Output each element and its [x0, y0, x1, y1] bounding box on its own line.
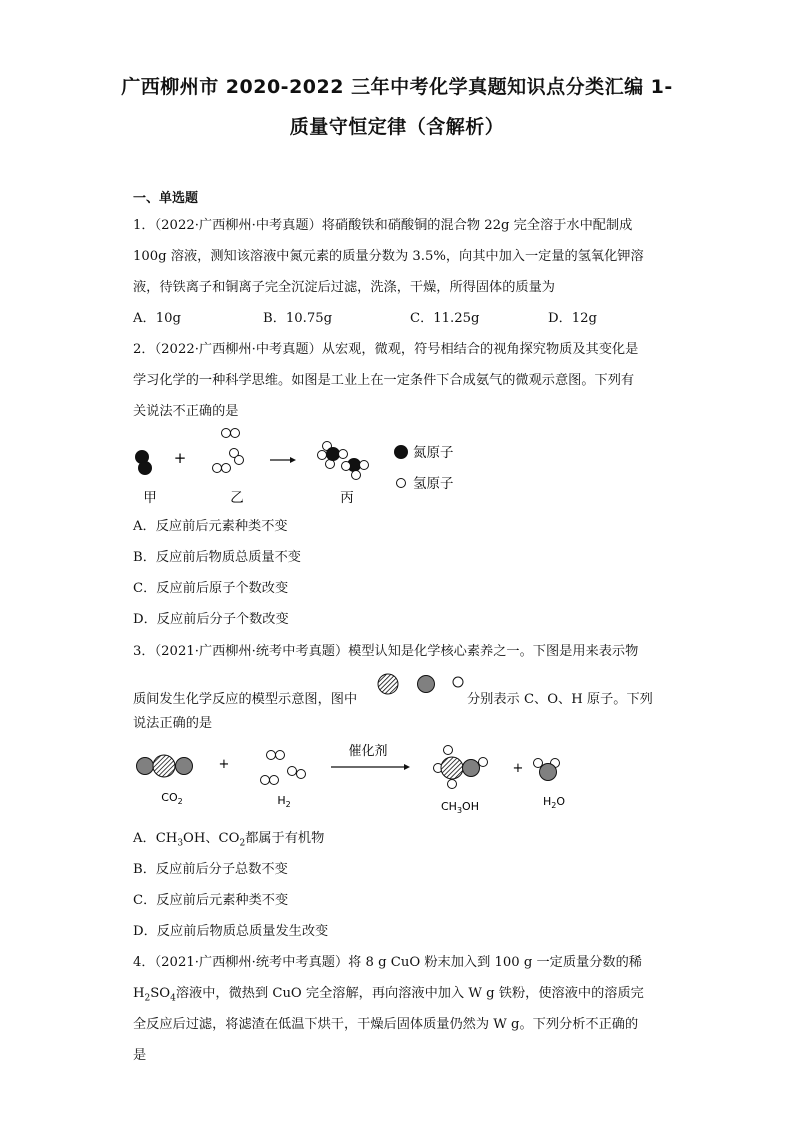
label-jia: 甲: [143, 490, 157, 506]
q4-line-2: $H_2SO_4$溶液中，微热到 CuO 完全溶解，再向溶液中加入 W g 铁粉，使溶液中的溶质完: [133, 986, 644, 1004]
hydrogen-atom: [276, 751, 285, 760]
legend-nitrogen-icon: [395, 446, 408, 459]
q1-option-b: B．10.75g: [263, 311, 333, 326]
hydrogen-atom: [235, 456, 244, 465]
hydrogen-atom: [267, 751, 276, 760]
q2-option-a: A．反应前后元素种类不变: [133, 519, 288, 534]
q2-ammonia-synthesis-diagram: [120, 420, 480, 510]
q1-line-2: 100g 溶液，测知该溶液中氮元素的质量分数为 3.5%，向其中加入一定量的氢氧化钾溶: [133, 249, 644, 264]
hydrogen-atom: [444, 746, 453, 755]
legend-hydrogen-icon: [397, 479, 406, 488]
hydrogen-atom-icon: [453, 677, 463, 687]
arrow-head-icon: [290, 457, 296, 463]
hydrogen-atom: [288, 767, 297, 776]
hydrogen-atom: [297, 770, 306, 779]
nitrogen-atom: [327, 448, 340, 461]
hydrogen-atom: [222, 464, 231, 473]
doc-title-line-1: 广西柳州市 2020-2022 三年中考化学真题知识点分类汇编 1-: [121, 76, 673, 98]
label-h2: $H_2$: [277, 794, 291, 809]
q3-line-3: 说法正确的是: [133, 716, 213, 731]
q2-option-b: B．反应前后物质总质量不变: [133, 550, 301, 565]
carbon-atom: [153, 755, 175, 777]
hydrogen-atom: [261, 776, 270, 785]
hydrogen-atom: [270, 776, 279, 785]
q3-option-a: A．$CH_3OH$、$CO_2$都属于有机物: [133, 831, 325, 849]
label-bing: 丙: [340, 490, 354, 506]
nitrogen-atom: [139, 462, 152, 475]
q1-line-3: 液，待铁离子和铜离子完全沉淀后过滤，洗涤，干燥，所得固体的质量为: [133, 280, 555, 295]
hydrogen-atom: [479, 758, 488, 767]
q2-option-c: C．反应前后原子个数改变: [133, 581, 289, 596]
q3-line-2a: 质间发生化学反应的模型示意图，图中: [133, 692, 358, 707]
q3-atom-legend: [372, 670, 468, 700]
hydrogen-atom: [231, 429, 240, 438]
oxygen-atom: [463, 760, 480, 777]
catalyst-label: 催化剂: [348, 744, 388, 759]
hydrogen-atom: [534, 759, 543, 768]
hydrogen-atom: [222, 429, 231, 438]
q3-option-d: D．反应前后物质总质量发生改变: [133, 924, 329, 939]
plus-sign: +: [173, 449, 187, 467]
q3-line-1: 3．（2021·广西柳州·统考中考真题）模型认知是化学核心素养之一。下图是用来表示物: [133, 644, 639, 659]
label-yi: 乙: [230, 490, 244, 506]
oxygen-atom: [137, 758, 154, 775]
plus-sign: +: [218, 757, 230, 772]
q1-line-1: 1．（2022·广西柳州·中考真题）将硝酸铁和硝酸铜的混合物 22g 完全溶于水中配制成: [133, 218, 633, 233]
q1-option-d: D．12g: [548, 311, 597, 326]
doc-title-line-2: 质量守恒定律（含解析）: [289, 116, 505, 138]
q4-line-1: 4．（2021·广西柳州·统考中考真题）将 8 g CuO 粉末加入到 100 g 一定质量分数的稀: [133, 955, 642, 970]
q3-line-2b: 分别表示 C、O、H 原子。下列: [467, 692, 653, 707]
plus-sign-2: +: [512, 761, 524, 776]
q2-option-d: D．反应前后分子个数改变: [133, 612, 289, 627]
q2-line-1: 2．（2022·广西柳州·中考真题）从宏观，微观，符号相结合的视角探究物质及其变化是: [133, 342, 639, 357]
hydrogen-atom: [318, 451, 327, 460]
legend-hydrogen-label: 氢原子: [413, 476, 454, 492]
hydrogen-atom: [342, 462, 351, 471]
q3-methanol-synthesis-diagram: [128, 738, 588, 818]
hydrogen-atom: [448, 780, 457, 789]
arrow-head-icon: [404, 764, 410, 770]
section-heading: 一、单选题: [133, 191, 199, 206]
q1-option-a: A．10g: [133, 311, 181, 326]
oxygen-atom: [540, 764, 557, 781]
carbon-atom: [441, 757, 463, 779]
carbon-atom-icon: [378, 674, 398, 694]
q1-option-c: C．11.25g: [410, 311, 480, 326]
hydrogen-atom: [352, 471, 361, 480]
legend-nitrogen-label: 氮原子: [413, 445, 454, 461]
oxygen-atom: [176, 758, 193, 775]
label-h2o: $H_2O$: [542, 795, 566, 810]
q3-option-b: B．反应前后分子总数不变: [133, 862, 288, 877]
q2-line-2: 学习化学的一种科学思维。如图是工业上在一定条件下合成氨气的微观示意图。下列有: [133, 373, 635, 388]
q3-option-c: C．反应前后元素种类不变: [133, 893, 289, 908]
q4-line-3: 全反应后过滤，将滤渣在低温下烘干，干燥后固体质量仍然为 W g。下列分析不正确的: [133, 1017, 639, 1032]
label-ch3oh: $CH_3OH$: [441, 800, 479, 815]
oxygen-atom-icon: [418, 676, 435, 693]
q4-line-4: 是: [133, 1048, 147, 1063]
label-co2: $CO_2$: [161, 791, 183, 806]
hydrogen-atom: [213, 464, 222, 473]
hydrogen-atom: [339, 450, 348, 459]
q2-line-3: 关说法不正确的是: [133, 404, 239, 419]
hydrogen-atom: [360, 461, 369, 470]
